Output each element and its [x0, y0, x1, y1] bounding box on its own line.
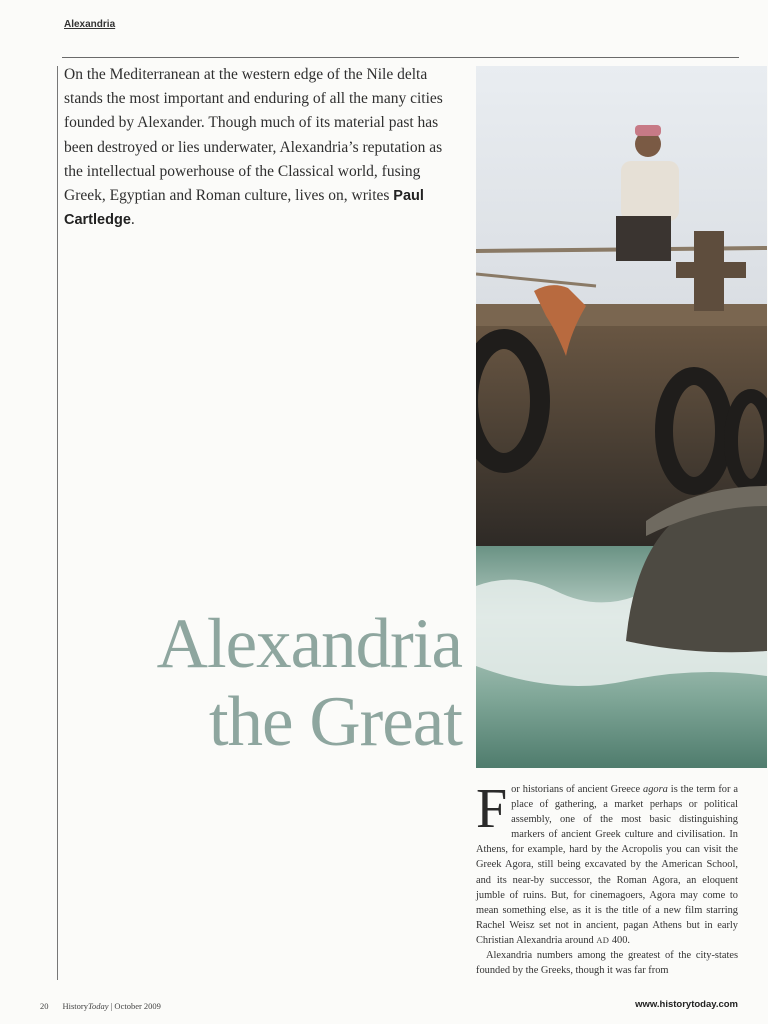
p1-era: AD: [596, 934, 610, 945]
section-label: Alexandria: [64, 19, 116, 30]
header-rule: [62, 57, 739, 58]
paragraph-1: [476, 778, 738, 948]
standfirst-end: .: [130, 211, 135, 229]
magazine-name-a: History: [62, 1001, 88, 1011]
magazine-name-b: Today: [88, 1001, 109, 1011]
man-cap: [635, 125, 661, 136]
footer-left: [40, 1001, 161, 1011]
p1-text-c: 400.: [609, 934, 631, 946]
harbour-photo: [476, 66, 767, 768]
bollard-arm: [676, 262, 746, 278]
p1-text-a: or historians of ancient Greece: [511, 784, 644, 795]
man-body: [621, 161, 679, 221]
column-rule: [57, 66, 58, 980]
standfirst-text: On the Mediterranean at the western edge of the Nile delta stands the most important and enduring of all the many cities founded by Alexander. Though much of its material past has been destroyed or lies underwater, Alexandria’s reputation as the intellectual powerhouse of the Classical world, fusing Greek, Egyptian and Roman culture, lives on, writes: [64, 66, 443, 205]
man-legs: [616, 216, 671, 261]
author-name: Paul Cartledge: [64, 188, 424, 229]
p1-text-b: is the term for a place of gathering, a market perhaps or political assembly, one of the most basic distinguishing markers of ancient Greek culture and civilisation. In Athens, for example, hard by the Acropolis you can visit the Greek Agora, still being excavated by the American School, and its near-by successor, the Roman Agora, an eloquent jumble of ruins. But, for cinemagoers, Agora may come to mean something else, as it is the title of a new film starring Rachel Weisz set not in ancient, pagan Athens but in early Christian Alexandria around: [476, 784, 738, 946]
title-line-1: Alexandria: [156, 605, 462, 683]
website-link[interactable]: www.historytoday.com: [635, 999, 738, 1010]
article-title: [60, 605, 462, 761]
article-body: [476, 778, 738, 978]
drop-cap: F: [476, 778, 508, 840]
title-line-2: the Great: [208, 683, 462, 761]
standfirst: [64, 63, 464, 232]
paragraph-2: Alexandria numbers among the greatest of the city-states founded by the Greeks, though it was far from: [476, 950, 738, 977]
issue-date: | October 2009: [108, 1001, 161, 1011]
page-number: 20: [40, 1001, 49, 1011]
p1-emphasis: agora: [643, 784, 668, 795]
